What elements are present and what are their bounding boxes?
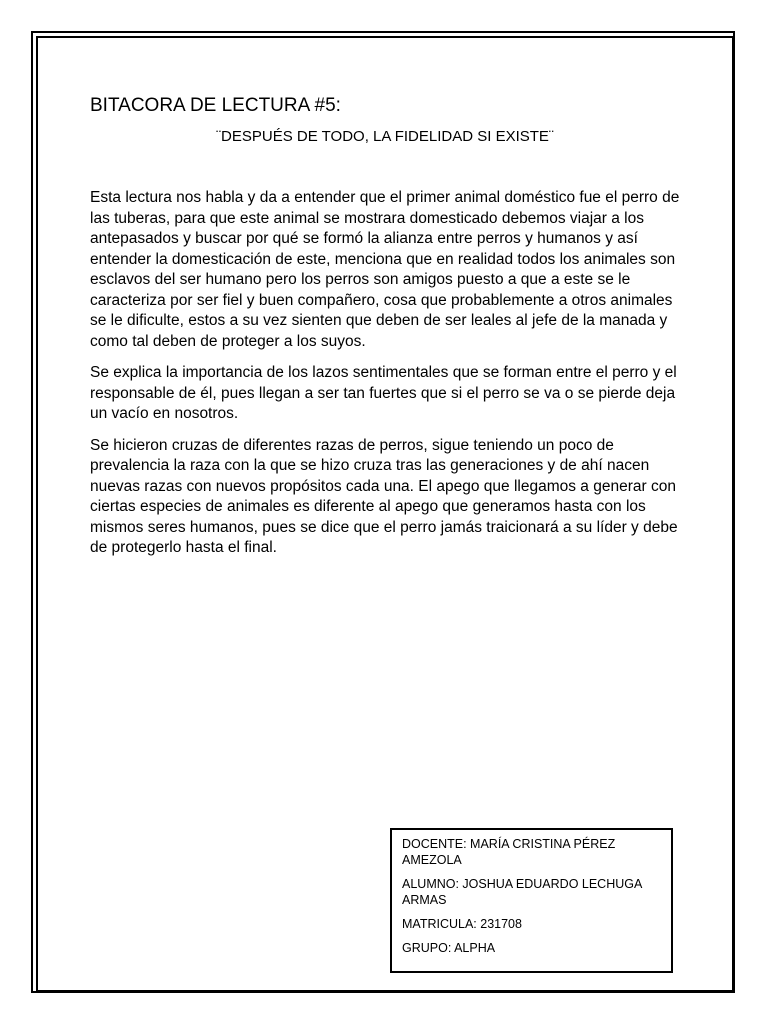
- group-line: GRUPO: ALPHA: [402, 941, 496, 955]
- document-content: [90, 92, 680, 570]
- student-info-box: [390, 828, 673, 973]
- paragraph-2: Se explica la importancia de los lazos sentimentales que se forman entre el perro y el responsable de él, pues llegan a ser tan fuertes que si el perro se va o se pierde deja un vacío en nosotros.: [90, 364, 677, 422]
- document-heading: BITACORA DE LECTURA #5:: [90, 95, 341, 116]
- paragraph-3: Se hicieron cruzas de diferentes razas de perros, sigue teniendo un poco de prevalencia la raza con la que se hizo cruza tras las generaciones y de ahí nacen nuevas razas con nuevos propósitos cada una. El apego que llegamos a generar con ciertas especies de animales es diferente al apego que generamos hasta con los mismos seres humanos, pues se dice que el perro jamás traicionará a su líder y debe de protegerlo hasta el final.: [90, 436, 678, 556]
- document-body: [90, 188, 680, 559]
- student-line: ALUMNO: JOSHUA EDUARDO LECHUGA ARMAS: [402, 877, 642, 907]
- document-subtitle: ¨DESPUÉS DE TODO, LA FIDELIDAD SI EXISTE¨: [216, 128, 554, 145]
- paragraph-1: Esta lectura nos habla y da a entender que el primer animal doméstico fue el perro de las tuberas, para que este animal se mostrara domesticado debemos viajar a los antepasados y buscar por qué se formó la alianza entre perros y humanos y así entender la domesticación de este, menciona que en realidad todos los animales son esclavos del ser humano pero los perros son amigos puesto a que a este se le caracteriza por ser fiel y buen compañero, cosa que probablemente a otros animales se le dificulte, estos a su vez sienten que deben de ser leales al jefe de la manada y como tal deben de proteger a los suyos.: [90, 189, 680, 350]
- teacher-line: DOCENTE: MARÍA CRISTINA PÉREZ AMEZOLA: [402, 837, 616, 867]
- enrollment-line: MATRICULA: 231708: [402, 917, 522, 931]
